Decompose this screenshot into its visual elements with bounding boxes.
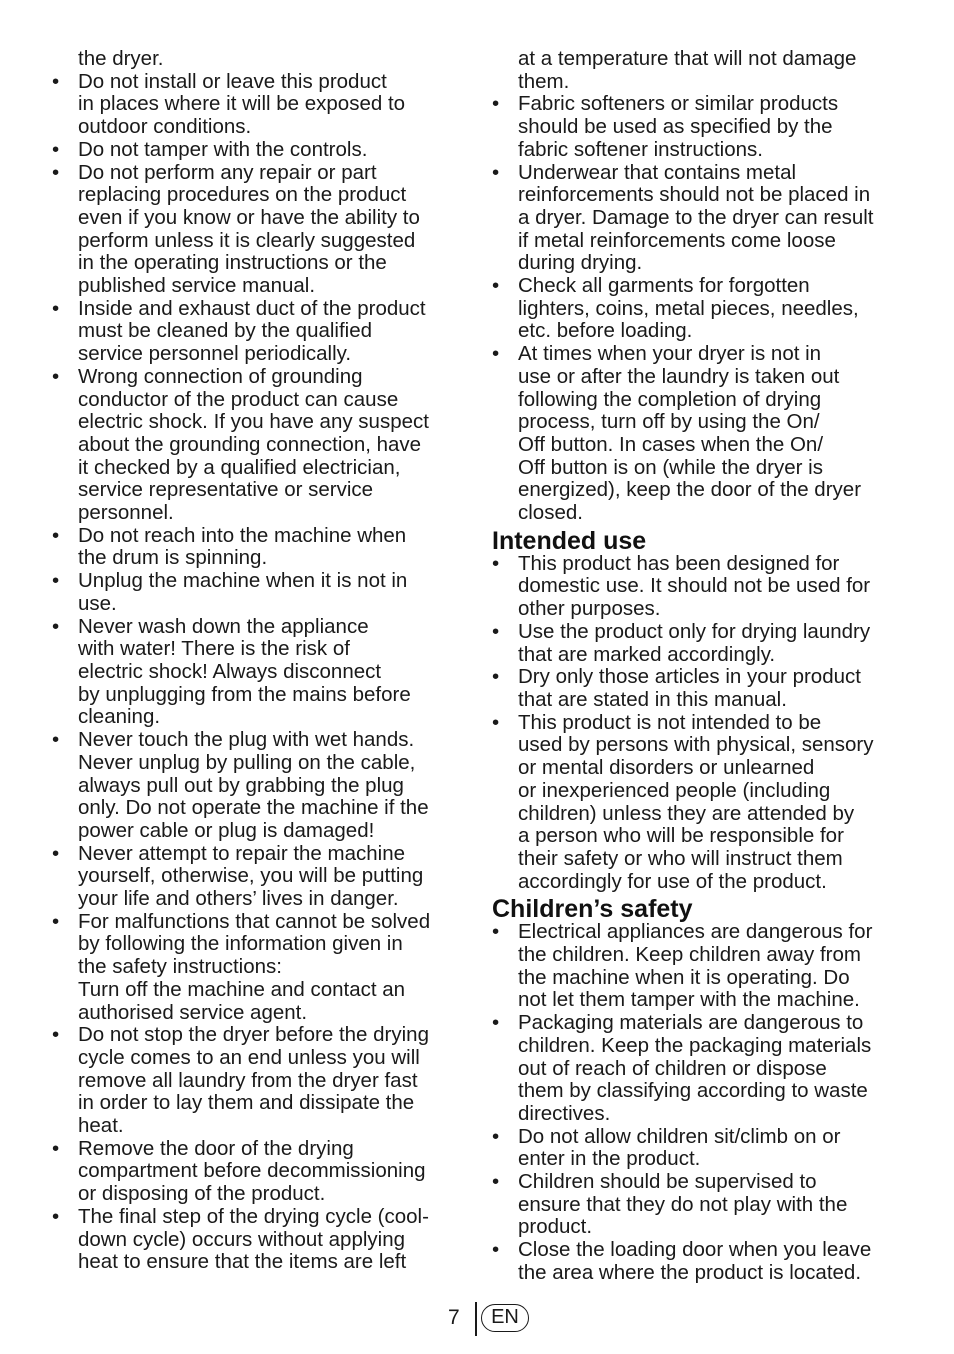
list-item: • Check all garments for forgotten lighters, coins, metal pieces, needles, etc. before loading. [492, 275, 912, 343]
list-item: • Underwear that contains metal reinforcements should not be placed in a dryer. Damage to the dryer can result if metal reinforcements come loose during drying. [492, 162, 912, 276]
intended-use-list [492, 553, 912, 894]
left-column [52, 48, 464, 1274]
list-item: • Do not perform any repair or part replacing procedures on the product even if you know or have the ability to perform unless it is clearly suggested in the operating instructions or the published service manual. [52, 162, 464, 298]
list-item: • At times when your dryer is not in use or after the laundry is taken out following the completion of drying process, turn off by using the On/ Off button. In cases when the On/ Off button is on (while the dryer is energized), keep the door of the dryer closed. [492, 343, 912, 525]
childrens-safety-list [492, 921, 912, 1284]
list-item: • Never attempt to repair the machine yourself, otherwise, you will be putting your life and others’ lives in danger. [52, 843, 464, 911]
right-continuation-text: at a temperature that will not damage them. [518, 47, 857, 93]
list-item: • For malfunctions that cannot be solved by following the information given in the safety instructions: Turn off the machine and contact an authorised service agent. [52, 911, 464, 1025]
list-item: • Use the product only for drying laundry that are marked accordingly. [492, 621, 912, 666]
list-item: • Packaging materials are dangerous to children. Keep the packaging materials out of reach of children or dispose them by classifying according to waste directives. [492, 1012, 912, 1126]
list-item: • Fabric softeners or similar products should be used as specified by the fabric softener instructions. [492, 93, 912, 161]
list-item: • Remove the door of the drying compartment before decommissioning or disposing of the product. [52, 1138, 464, 1206]
list-item: • This product is not intended to be used by persons with physical, sensory or mental disorders or unlearned or inexperienced people (including children) unless they are attended by a person who will be responsible for their safety or who will instruct them accordingly for use of the product. [492, 712, 912, 894]
list-item: • Unplug the machine when it is not in use. [52, 570, 464, 615]
list-item: • The final step of the drying cycle (cool- down cycle) occurs without applying heat to ensure that the items are left [52, 1206, 464, 1274]
list-item: • Do not install or leave this product in places where it will be exposed to outdoor conditions. [52, 71, 464, 139]
list-item: • Do not tamper with the controls. [52, 139, 464, 162]
language-badge: EN [481, 1304, 529, 1332]
list-item: • Never touch the plug with wet hands. Never unplug by pulling on the cable, always pull out by grabbing the plug only. Do not operate the machine if the power cable or plug is damaged! [52, 729, 464, 843]
intended-use-heading: Intended use [492, 526, 647, 555]
list-item: • Wrong connection of grounding conductor of the product can cause electric shock. If you have any suspect about the grounding connection, have it checked by a qualified electrician, service representative or service personnel. [52, 366, 464, 525]
left-bullet-list [52, 71, 464, 1274]
left-continuation-text: the dryer. [78, 47, 164, 70]
list-item: • Children should be supervised to ensure that they do not play with the product. [492, 1171, 912, 1239]
list-item: • Dry only those articles in your product that are stated in this manual. [492, 666, 912, 711]
list-item: • Do not allow children sit/climb on or enter in the product. [492, 1126, 912, 1171]
list-item: • Inside and exhaust duct of the product must be cleaned by the qualified service personnel periodically. [52, 298, 464, 366]
list-item: • This product has been designed for domestic use. It should not be used for other purposes. [492, 553, 912, 621]
page-footer [0, 1300, 954, 1338]
page-number: 7 [448, 1306, 460, 1329]
right-column [492, 48, 912, 1285]
list-item: • Close the loading door when you leave the area where the product is located. [492, 1239, 912, 1284]
list-item: • Do not stop the dryer before the drying cycle comes to an end unless you will remove all laundry from the dryer fast in order to lay them and dissipate the heat. [52, 1024, 464, 1138]
footer-divider [475, 1302, 477, 1336]
list-item: • Never wash down the appliance with water! There is the risk of electric shock! Always disconnect by unplugging from the mains before cleaning. [52, 616, 464, 730]
right-bullet-list [492, 93, 912, 524]
list-item: • Do not reach into the machine when the drum is spinning. [52, 525, 464, 570]
list-item: • Electrical appliances are dangerous for the children. Keep children away from the machine when it is operating. Do not let them tamper with the machine. [492, 921, 912, 1012]
childrens-safety-heading: Children’s safety [492, 895, 693, 924]
